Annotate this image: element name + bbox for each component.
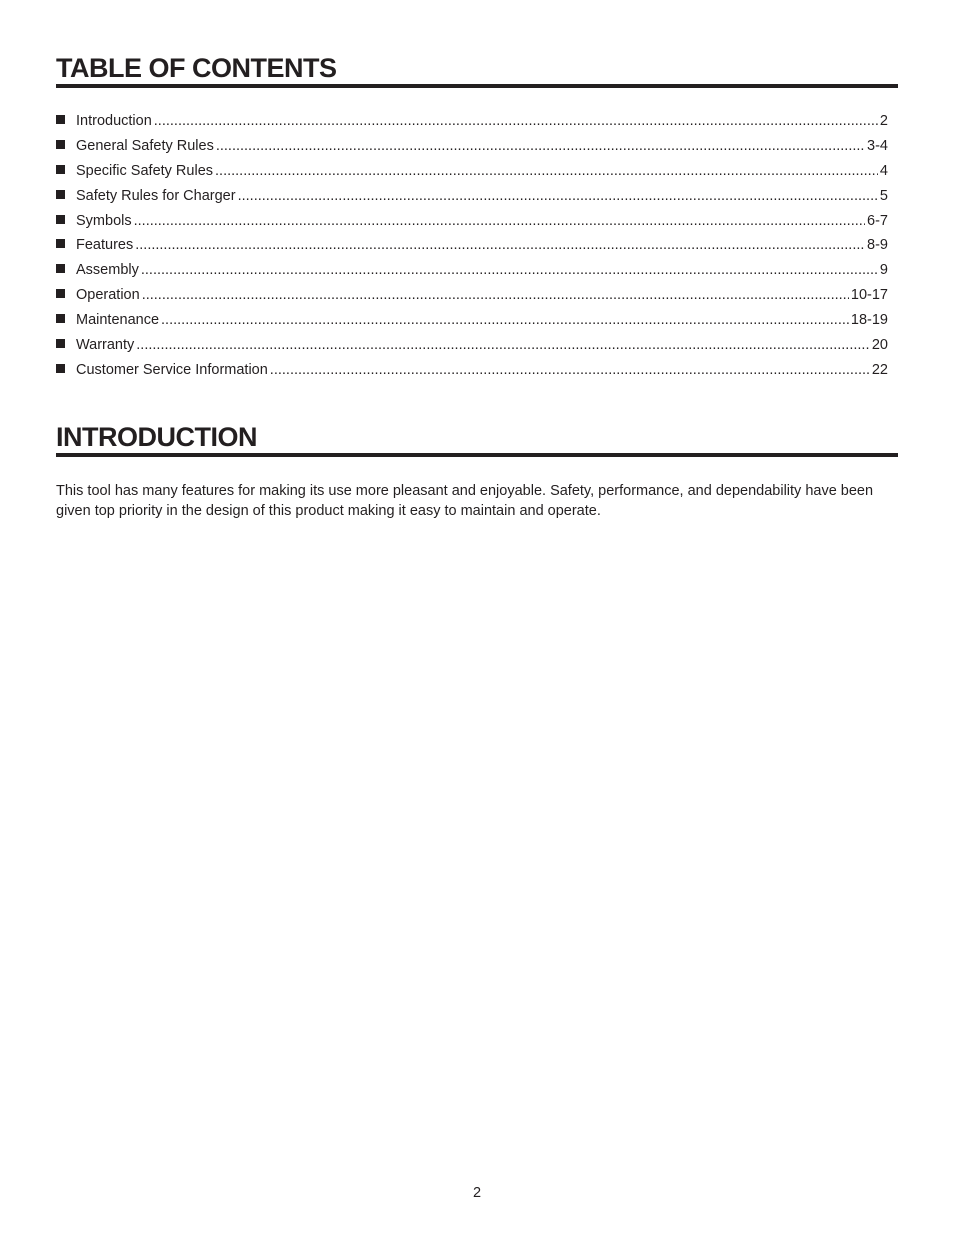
toc-item-maintenance[interactable]	[56, 308, 888, 333]
toc-item-page: 8-9	[867, 237, 888, 254]
toc-item-safety-rules-for-charger[interactable]	[56, 184, 888, 209]
dot-leader	[270, 358, 870, 383]
dot-leader	[216, 134, 865, 159]
toc-item-label: Introduction	[76, 113, 152, 129]
square-bullet-icon	[56, 314, 65, 323]
toc-item-warranty[interactable]	[56, 333, 888, 358]
toc-item-label: Maintenance	[76, 312, 160, 329]
toc-item-page: 5	[879, 187, 888, 204]
square-bullet-icon	[56, 239, 65, 248]
toc-item-customer-service-information[interactable]	[56, 358, 888, 383]
page-number: 2	[472, 1185, 482, 1201]
toc-item-page: 3-4	[867, 137, 888, 154]
toc-item-label: Features	[76, 237, 134, 254]
square-bullet-icon	[56, 165, 65, 174]
toc-item-label: General Safety Rules	[76, 137, 214, 154]
toc-item-label: Warranty	[76, 337, 135, 354]
toc-item-general-safety-rules[interactable]	[56, 134, 888, 159]
dot-leader	[238, 184, 878, 209]
introduction-heading: INTRODUCTION	[56, 422, 898, 457]
toc-item-label: Specific Safety Rules	[76, 162, 214, 179]
dot-leader	[215, 159, 878, 184]
toc-item-page: 6-7	[867, 212, 888, 229]
toc-item-page: 20	[871, 337, 888, 354]
dot-leader	[161, 308, 849, 333]
dot-leader	[135, 233, 865, 258]
toc-item-page: 4	[879, 162, 888, 179]
square-bullet-icon	[56, 264, 65, 273]
toc-item-page: 22	[871, 361, 888, 378]
toc-item-label: Customer Service Information	[76, 361, 268, 378]
toc-item-specific-safety-rules[interactable]	[56, 159, 888, 184]
toc-item-page: 18-19	[850, 312, 888, 329]
dot-leader	[154, 109, 878, 134]
toc-item-label: Safety Rules for Charger	[76, 187, 236, 204]
toc-list	[56, 109, 888, 383]
toc-item-symbols[interactable]	[56, 209, 888, 234]
toc-item-page: 2	[879, 113, 888, 129]
toc-item-features[interactable]	[56, 233, 888, 258]
introduction-body: This tool has many features for making its use more pleasant and enjoyable. Safety, performance, and dependability have been given top priority in the design of this product making it easy to maintain and operate.	[56, 483, 874, 519]
square-bullet-icon	[56, 364, 65, 373]
toc-item-label: Assembly	[76, 262, 139, 279]
square-bullet-icon	[56, 339, 65, 348]
toc-heading: TABLE OF CONTENTS	[56, 53, 898, 88]
toc-item-assembly[interactable]	[56, 258, 888, 283]
toc-item-label: Symbols	[76, 212, 132, 229]
toc-item-introduction[interactable]	[56, 109, 888, 134]
toc-item-operation[interactable]	[56, 283, 888, 308]
square-bullet-icon	[56, 190, 65, 199]
toc-item-label: Operation	[76, 287, 140, 304]
square-bullet-icon	[56, 115, 65, 124]
dot-leader	[141, 258, 878, 283]
square-bullet-icon	[56, 289, 65, 298]
dot-leader	[136, 333, 870, 358]
dot-leader	[134, 209, 865, 234]
toc-item-page: 10-17	[850, 287, 888, 304]
square-bullet-icon	[56, 140, 65, 149]
square-bullet-icon	[56, 215, 65, 224]
toc-item-page: 9	[879, 262, 888, 279]
dot-leader	[142, 283, 849, 308]
